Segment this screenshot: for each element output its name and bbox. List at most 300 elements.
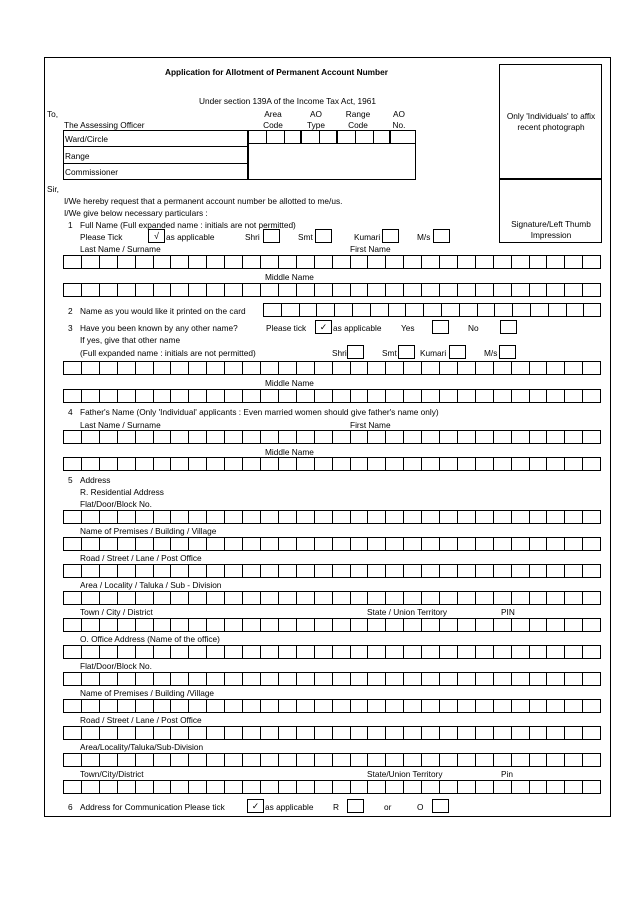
char-box[interactable]: [421, 283, 439, 297]
char-box[interactable]: [385, 283, 403, 297]
char-box[interactable]: [511, 457, 529, 471]
char-box[interactable]: [242, 283, 260, 297]
char-box[interactable]: [564, 457, 582, 471]
char-box[interactable]: [188, 537, 206, 551]
char-box[interactable]: [457, 255, 475, 269]
char-box[interactable]: [493, 283, 511, 297]
char-box[interactable]: [564, 699, 582, 713]
char-box[interactable]: [206, 255, 224, 269]
char-box[interactable]: [81, 699, 99, 713]
char-box[interactable]: [370, 303, 388, 317]
char-box[interactable]: [188, 699, 206, 713]
r-premises-row[interactable]: [63, 537, 601, 551]
char-box[interactable]: [350, 457, 368, 471]
char-box[interactable]: [367, 537, 385, 551]
char-box[interactable]: [423, 303, 441, 317]
char-box[interactable]: [421, 672, 439, 686]
char-box[interactable]: [296, 780, 314, 794]
char-box[interactable]: [188, 618, 206, 632]
char-box[interactable]: [564, 361, 582, 375]
char-box[interactable]: [475, 430, 493, 444]
char-box[interactable]: [529, 726, 547, 740]
char-box[interactable]: [493, 537, 511, 551]
char-box[interactable]: [260, 564, 278, 578]
char-box[interactable]: [260, 283, 278, 297]
char-box[interactable]: [421, 591, 439, 605]
char-box[interactable]: [546, 283, 564, 297]
char-box[interactable]: [511, 645, 529, 659]
char-box[interactable]: [546, 389, 564, 403]
char-box[interactable]: [475, 361, 493, 375]
char-box[interactable]: [350, 361, 368, 375]
char-box[interactable]: [546, 510, 564, 524]
char-box[interactable]: [564, 780, 582, 794]
char-box[interactable]: [459, 303, 477, 317]
char-box[interactable]: [63, 389, 81, 403]
char-box[interactable]: [546, 780, 564, 794]
char-box[interactable]: [135, 537, 153, 551]
char-box[interactable]: [63, 510, 81, 524]
char-box[interactable]: [332, 389, 350, 403]
char-box[interactable]: [439, 537, 457, 551]
char-box[interactable]: [403, 255, 421, 269]
char-box[interactable]: [582, 537, 601, 551]
char-box[interactable]: [135, 430, 153, 444]
char-box[interactable]: [153, 361, 171, 375]
char-box[interactable]: [63, 564, 81, 578]
char-box[interactable]: [260, 510, 278, 524]
char-box[interactable]: [170, 564, 188, 578]
q2-print-name-boxes[interactable]: [263, 303, 601, 317]
char-box[interactable]: [296, 645, 314, 659]
char-box[interactable]: [405, 303, 423, 317]
char-box[interactable]: [278, 510, 296, 524]
char-box[interactable]: [188, 457, 206, 471]
char-box[interactable]: [206, 430, 224, 444]
char-box[interactable]: [403, 672, 421, 686]
char-box[interactable]: [242, 430, 260, 444]
char-box[interactable]: [350, 672, 368, 686]
char-box[interactable]: [385, 510, 403, 524]
q3-shri-checkbox[interactable]: [347, 345, 364, 359]
char-box[interactable]: [367, 361, 385, 375]
char-box[interactable]: [564, 283, 582, 297]
char-box[interactable]: [332, 753, 350, 767]
char-box[interactable]: [457, 726, 475, 740]
char-box[interactable]: [334, 303, 352, 317]
char-box[interactable]: [439, 389, 457, 403]
char-box[interactable]: [81, 537, 99, 551]
char-box[interactable]: [296, 726, 314, 740]
char-box[interactable]: [153, 430, 171, 444]
char-box[interactable]: [582, 389, 601, 403]
char-box[interactable]: [332, 361, 350, 375]
char-box[interactable]: [493, 591, 511, 605]
char-box[interactable]: [511, 753, 529, 767]
char-box[interactable]: [512, 303, 530, 317]
char-box[interactable]: [117, 618, 135, 632]
char-box[interactable]: [314, 672, 332, 686]
char-box[interactable]: [367, 726, 385, 740]
char-box[interactable]: [350, 430, 368, 444]
char-box[interactable]: [81, 564, 99, 578]
char-box[interactable]: [582, 430, 601, 444]
q1-middle-name-row[interactable]: [63, 283, 601, 297]
char-box[interactable]: [296, 591, 314, 605]
area-code-boxes[interactable]: [248, 130, 301, 144]
char-box[interactable]: [385, 591, 403, 605]
char-box[interactable]: [188, 645, 206, 659]
char-box[interactable]: [457, 645, 475, 659]
char-box[interactable]: [278, 753, 296, 767]
char-box[interactable]: [63, 457, 81, 471]
char-box[interactable]: [117, 537, 135, 551]
char-box[interactable]: [153, 591, 171, 605]
char-box[interactable]: [582, 753, 601, 767]
char-box[interactable]: [260, 430, 278, 444]
char-box[interactable]: [457, 537, 475, 551]
o-road-row[interactable]: [63, 726, 601, 740]
char-box[interactable]: [350, 283, 368, 297]
char-box[interactable]: [457, 780, 475, 794]
char-box[interactable]: [224, 510, 242, 524]
char-box[interactable]: [242, 564, 260, 578]
char-box[interactable]: [224, 537, 242, 551]
char-box[interactable]: [206, 672, 224, 686]
q3-smt-checkbox[interactable]: [398, 345, 415, 359]
char-box[interactable]: [278, 430, 296, 444]
char-box[interactable]: [493, 672, 511, 686]
char-box[interactable]: [439, 618, 457, 632]
char-box[interactable]: [564, 389, 582, 403]
char-box[interactable]: [206, 699, 224, 713]
char-box[interactable]: [63, 672, 81, 686]
char-box[interactable]: [529, 618, 547, 632]
char-box[interactable]: [350, 699, 368, 713]
char-box[interactable]: [388, 303, 406, 317]
char-box[interactable]: [511, 255, 529, 269]
char-box[interactable]: [314, 389, 332, 403]
char-box[interactable]: [582, 510, 601, 524]
char-box[interactable]: [385, 618, 403, 632]
char-box[interactable]: [385, 564, 403, 578]
char-box[interactable]: [403, 726, 421, 740]
char-box[interactable]: [564, 753, 582, 767]
char-box[interactable]: [99, 283, 117, 297]
char-box[interactable]: [206, 564, 224, 578]
char-box[interactable]: [421, 255, 439, 269]
char-box[interactable]: [421, 780, 439, 794]
char-box[interactable]: [117, 430, 135, 444]
char-box[interactable]: [546, 255, 564, 269]
char-box[interactable]: [153, 753, 171, 767]
char-box[interactable]: [314, 457, 332, 471]
char-box[interactable]: [170, 753, 188, 767]
char-box[interactable]: [421, 537, 439, 551]
char-box[interactable]: [529, 255, 547, 269]
char-box[interactable]: [332, 510, 350, 524]
char-box[interactable]: [332, 591, 350, 605]
char-box[interactable]: [81, 255, 99, 269]
char-box[interactable]: [367, 457, 385, 471]
char-box[interactable]: [332, 457, 350, 471]
char-box[interactable]: [332, 283, 350, 297]
char-box[interactable]: [582, 645, 601, 659]
char-box[interactable]: [170, 457, 188, 471]
char-box[interactable]: [546, 618, 564, 632]
char-box[interactable]: [403, 430, 421, 444]
char-box[interactable]: [582, 283, 601, 297]
char-box[interactable]: [439, 672, 457, 686]
char-box[interactable]: [350, 618, 368, 632]
char-box[interactable]: [564, 510, 582, 524]
char-box[interactable]: [367, 283, 385, 297]
char-box[interactable]: [403, 753, 421, 767]
char-box[interactable]: [457, 672, 475, 686]
char-box[interactable]: [153, 780, 171, 794]
char-box[interactable]: [475, 672, 493, 686]
char-box[interactable]: [296, 389, 314, 403]
char-box[interactable]: [529, 591, 547, 605]
char-box[interactable]: [421, 510, 439, 524]
char-box[interactable]: [153, 672, 171, 686]
char-box[interactable]: [188, 753, 206, 767]
char-box[interactable]: [188, 726, 206, 740]
char-box[interactable]: [153, 283, 171, 297]
char-box[interactable]: [457, 510, 475, 524]
char-box[interactable]: [332, 255, 350, 269]
char-box[interactable]: [385, 753, 403, 767]
char-box[interactable]: [135, 283, 153, 297]
char-box[interactable]: [170, 283, 188, 297]
char-box[interactable]: [224, 564, 242, 578]
char-box[interactable]: [493, 699, 511, 713]
char-box[interactable]: [582, 591, 601, 605]
char-box[interactable]: [170, 645, 188, 659]
char-box[interactable]: [439, 564, 457, 578]
char-box[interactable]: [511, 780, 529, 794]
char-box[interactable]: [117, 780, 135, 794]
char-box[interactable]: [170, 591, 188, 605]
char-box[interactable]: [582, 699, 601, 713]
q6-tick-box[interactable]: ✓: [247, 799, 264, 813]
char-box[interactable]: [367, 699, 385, 713]
char-box[interactable]: [457, 389, 475, 403]
char-box[interactable]: [332, 618, 350, 632]
char-box[interactable]: [564, 645, 582, 659]
char-box[interactable]: [439, 753, 457, 767]
char-box[interactable]: [511, 672, 529, 686]
char-box[interactable]: [457, 618, 475, 632]
char-box[interactable]: [493, 780, 511, 794]
char-box[interactable]: [529, 457, 547, 471]
char-box[interactable]: [403, 389, 421, 403]
char-box[interactable]: [296, 537, 314, 551]
char-box[interactable]: [242, 457, 260, 471]
char-box[interactable]: [153, 537, 171, 551]
char-box[interactable]: [475, 699, 493, 713]
char-box[interactable]: [188, 591, 206, 605]
char-box[interactable]: [135, 361, 153, 375]
char-box[interactable]: [153, 564, 171, 578]
char-box[interactable]: [99, 361, 117, 375]
char-box[interactable]: [475, 283, 493, 297]
char-box[interactable]: [350, 564, 368, 578]
char-box[interactable]: [81, 672, 99, 686]
char-box[interactable]: [242, 537, 260, 551]
char-box[interactable]: [367, 510, 385, 524]
char-box[interactable]: [529, 699, 547, 713]
char-box[interactable]: [117, 457, 135, 471]
char-box[interactable]: [117, 255, 135, 269]
char-box[interactable]: [170, 255, 188, 269]
char-box[interactable]: [385, 457, 403, 471]
char-box[interactable]: [350, 753, 368, 767]
char-box[interactable]: [81, 618, 99, 632]
char-box[interactable]: [278, 591, 296, 605]
char-box[interactable]: [511, 591, 529, 605]
char-box[interactable]: [135, 618, 153, 632]
q1-smt-checkbox[interactable]: [315, 229, 332, 243]
char-box[interactable]: [421, 361, 439, 375]
char-box[interactable]: [278, 645, 296, 659]
char-box[interactable]: [224, 726, 242, 740]
char-box[interactable]: [99, 255, 117, 269]
char-box[interactable]: [99, 457, 117, 471]
char-box[interactable]: [135, 699, 153, 713]
q1-name-row[interactable]: [63, 255, 601, 269]
q1-shri-checkbox[interactable]: [263, 229, 280, 243]
char-box[interactable]: [296, 361, 314, 375]
char-box[interactable]: [153, 510, 171, 524]
char-box[interactable]: [260, 361, 278, 375]
char-box[interactable]: [278, 255, 296, 269]
char-box[interactable]: [99, 780, 117, 794]
char-box[interactable]: [582, 618, 601, 632]
char-box[interactable]: [99, 699, 117, 713]
char-box[interactable]: [493, 430, 511, 444]
char-box[interactable]: [582, 780, 601, 794]
char-box[interactable]: [314, 564, 332, 578]
char-box[interactable]: [206, 753, 224, 767]
char-box[interactable]: [242, 255, 260, 269]
char-box[interactable]: [81, 591, 99, 605]
range-code-boxes[interactable]: [337, 130, 390, 144]
char-box[interactable]: [583, 303, 601, 317]
char-box[interactable]: [135, 389, 153, 403]
char-box[interactable]: [99, 753, 117, 767]
char-box[interactable]: [296, 618, 314, 632]
char-box[interactable]: [564, 255, 582, 269]
char-box[interactable]: [242, 618, 260, 632]
char-box[interactable]: [278, 780, 296, 794]
char-box[interactable]: [99, 510, 117, 524]
char-box[interactable]: [493, 389, 511, 403]
char-box[interactable]: [511, 699, 529, 713]
char-box[interactable]: [117, 645, 135, 659]
char-box[interactable]: [81, 361, 99, 375]
char-box[interactable]: [403, 699, 421, 713]
char-box[interactable]: [296, 672, 314, 686]
char-box[interactable]: [385, 726, 403, 740]
o-office-row[interactable]: [63, 645, 601, 659]
char-box[interactable]: [511, 430, 529, 444]
char-box[interactable]: [224, 430, 242, 444]
char-box[interactable]: [421, 564, 439, 578]
char-box[interactable]: [206, 726, 224, 740]
char-box[interactable]: [135, 753, 153, 767]
char-box[interactable]: [81, 753, 99, 767]
char-box[interactable]: [475, 591, 493, 605]
char-box[interactable]: [170, 430, 188, 444]
q4-name-row[interactable]: [63, 430, 601, 444]
char-box[interactable]: [153, 699, 171, 713]
char-box[interactable]: [99, 591, 117, 605]
char-box[interactable]: [564, 591, 582, 605]
char-box[interactable]: [332, 564, 350, 578]
char-box[interactable]: [332, 672, 350, 686]
char-box[interactable]: [385, 389, 403, 403]
char-box[interactable]: [564, 430, 582, 444]
char-box[interactable]: [475, 780, 493, 794]
char-box[interactable]: [117, 591, 135, 605]
char-box[interactable]: [546, 361, 564, 375]
char-box[interactable]: [99, 430, 117, 444]
char-box[interactable]: [421, 389, 439, 403]
char-box[interactable]: [278, 361, 296, 375]
char-box[interactable]: [511, 618, 529, 632]
char-box[interactable]: [493, 361, 511, 375]
char-box[interactable]: [475, 389, 493, 403]
q6-o-checkbox[interactable]: [432, 799, 449, 813]
char-box[interactable]: [63, 255, 81, 269]
char-box[interactable]: [546, 564, 564, 578]
char-box[interactable]: [529, 430, 547, 444]
char-box[interactable]: [296, 457, 314, 471]
char-box[interactable]: [457, 564, 475, 578]
char-box[interactable]: [117, 699, 135, 713]
char-box[interactable]: [188, 564, 206, 578]
char-box[interactable]: [224, 618, 242, 632]
char-box[interactable]: [170, 389, 188, 403]
char-box[interactable]: [135, 672, 153, 686]
char-box[interactable]: [385, 672, 403, 686]
char-box[interactable]: [314, 699, 332, 713]
char-box[interactable]: [63, 361, 81, 375]
char-box[interactable]: [242, 510, 260, 524]
char-box[interactable]: [367, 430, 385, 444]
char-box[interactable]: [63, 645, 81, 659]
char-box[interactable]: [548, 303, 566, 317]
char-box[interactable]: [457, 457, 475, 471]
char-box[interactable]: [385, 645, 403, 659]
char-box[interactable]: [81, 645, 99, 659]
char-box[interactable]: [63, 780, 81, 794]
char-box[interactable]: [224, 255, 242, 269]
char-box[interactable]: [224, 389, 242, 403]
char-box[interactable]: [439, 457, 457, 471]
char-box[interactable]: [385, 255, 403, 269]
char-box[interactable]: [314, 726, 332, 740]
char-box[interactable]: [63, 753, 81, 767]
char-box[interactable]: [224, 283, 242, 297]
char-box[interactable]: [475, 645, 493, 659]
char-box[interactable]: [367, 389, 385, 403]
char-box[interactable]: [332, 645, 350, 659]
char-box[interactable]: [260, 591, 278, 605]
char-box[interactable]: [81, 457, 99, 471]
char-box[interactable]: [439, 591, 457, 605]
